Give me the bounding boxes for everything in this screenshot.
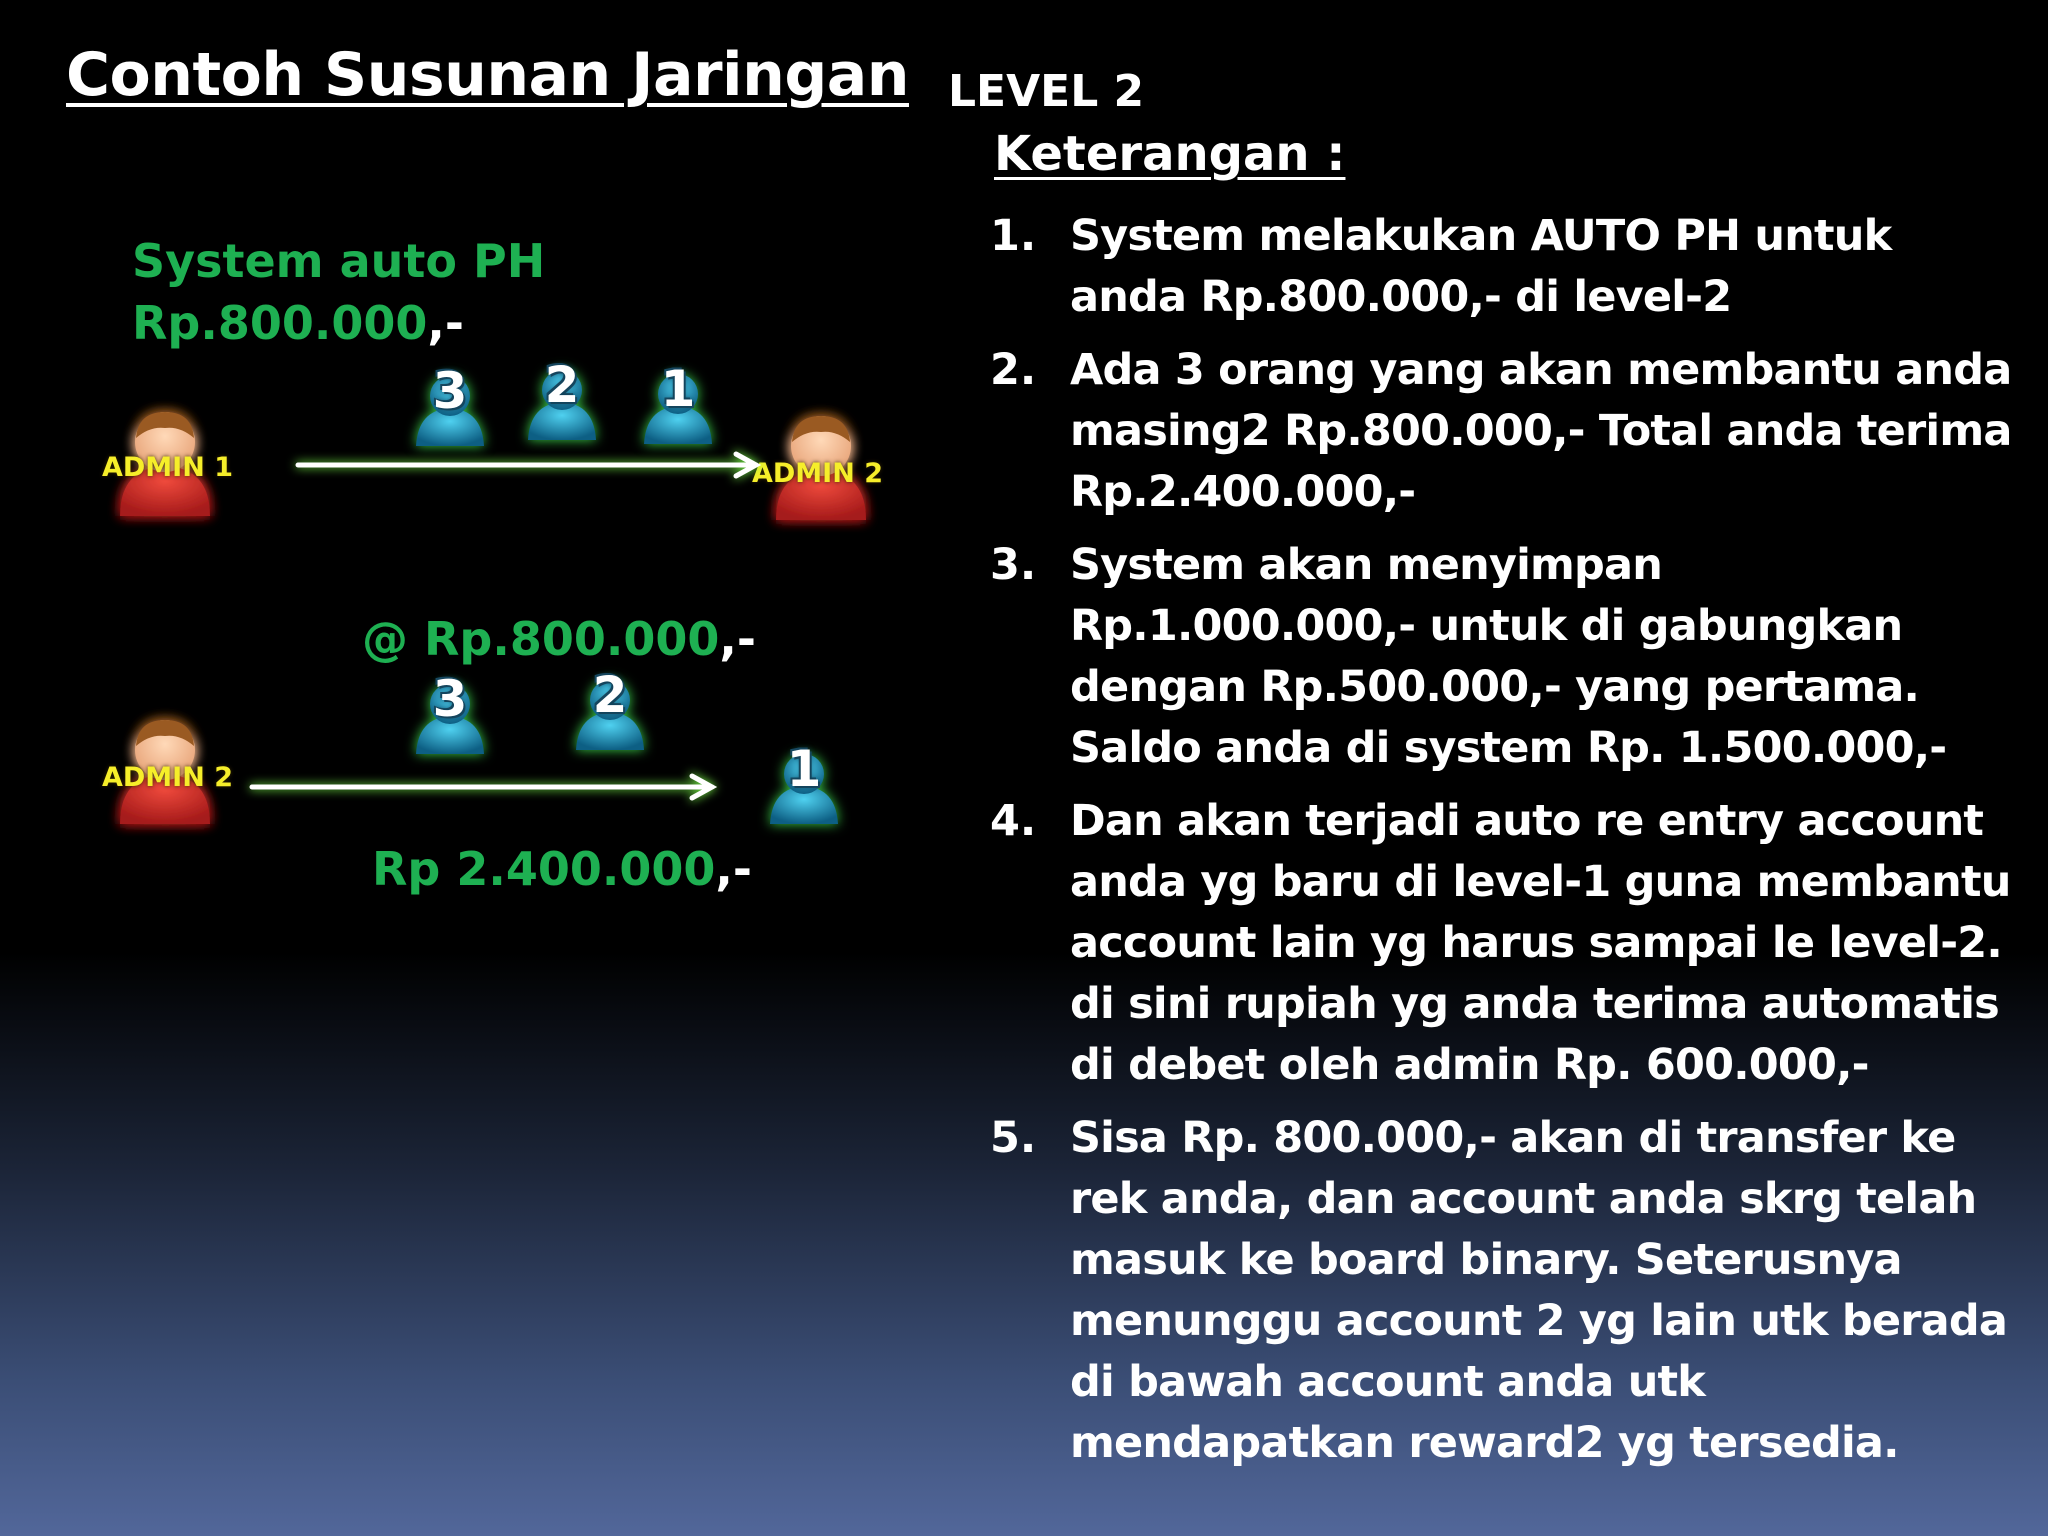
- list-item: [990, 1108, 2020, 1474]
- note-number: 3.: [990, 540, 1037, 590]
- bottom-caption-top-suffix: ,-: [719, 612, 756, 666]
- slide-title: Contoh Susunan Jaringan: [66, 40, 909, 110]
- member-rank: 1: [786, 740, 822, 798]
- note-number: 2.: [990, 345, 1037, 395]
- bottom-caption-total-amount: Rp 2.400.000: [372, 842, 716, 896]
- top-caption-suffix: ,-: [427, 296, 464, 350]
- member-icon: [638, 360, 718, 446]
- list-item: [990, 535, 2020, 779]
- arrow-right-icon: [250, 774, 720, 804]
- notes-heading: Keterangan :: [994, 126, 1346, 182]
- note-number: 1.: [990, 211, 1037, 261]
- note-text: Dan akan terjadi auto re entry account anda yg baru di level-1 guna membantu account lain yg harus sampai le level-2. di sini rupiah yg anda terima automatis di debet oleh admin Rp. 600.000,-: [1070, 796, 2011, 1090]
- bottom-caption-top: [362, 608, 756, 670]
- bottom-caption-total-suffix: ,-: [715, 842, 752, 896]
- list-item: [990, 206, 2020, 328]
- note-number: 4.: [990, 796, 1037, 846]
- notes-list: [990, 206, 2020, 1486]
- top-caption-line1: System auto PH: [132, 234, 546, 288]
- bottom-caption-top-amount: @ Rp.800.000: [362, 612, 720, 666]
- member-rank: 3: [432, 670, 468, 728]
- member-rank: 2: [592, 666, 628, 724]
- member-icon: [410, 362, 490, 448]
- level-label: LEVEL 2: [948, 66, 1145, 117]
- note-number: 5.: [990, 1113, 1037, 1163]
- top-caption-line2: [132, 292, 464, 354]
- member-rank: 3: [432, 362, 468, 420]
- member-icon: [764, 740, 844, 826]
- member-rank: 1: [660, 360, 696, 418]
- member-icon: [570, 666, 650, 752]
- note-text: Ada 3 orang yang akan membantu anda masing2 Rp.800.000,- Total anda terima Rp.2.400.000,-: [1070, 345, 2012, 517]
- top-caption-amount: Rp.800.000: [132, 296, 428, 350]
- top-from-admin-label: ADMIN 1: [102, 452, 234, 483]
- member-icon: [522, 356, 602, 442]
- bottom-from-admin-label: ADMIN 2: [102, 762, 234, 793]
- top-to-admin-label: ADMIN 2: [752, 458, 884, 489]
- note-text: System melakukan AUTO PH untuk anda Rp.800.000,- di level-2: [1070, 211, 1892, 322]
- bottom-caption-total: [372, 838, 752, 900]
- note-text: System akan menyimpan Rp.1.000.000,- untuk di gabungkan dengan Rp.500.000,- yang pertama. Saldo anda di system Rp. 1.500.000,-: [1070, 540, 1947, 773]
- arrow-right-icon: [296, 452, 766, 482]
- member-rank: 2: [544, 356, 580, 414]
- list-item: [990, 791, 2020, 1096]
- list-item: [990, 340, 2020, 523]
- member-icon: [410, 670, 490, 756]
- note-text: Sisa Rp. 800.000,- akan di transfer ke rek anda, dan account anda skrg telah masuk ke board binary. Seterusnya menunggu account 2 yg lain utk berada di bawah account anda utk mendapatkan reward2 yg tersedia.: [1070, 1113, 2008, 1468]
